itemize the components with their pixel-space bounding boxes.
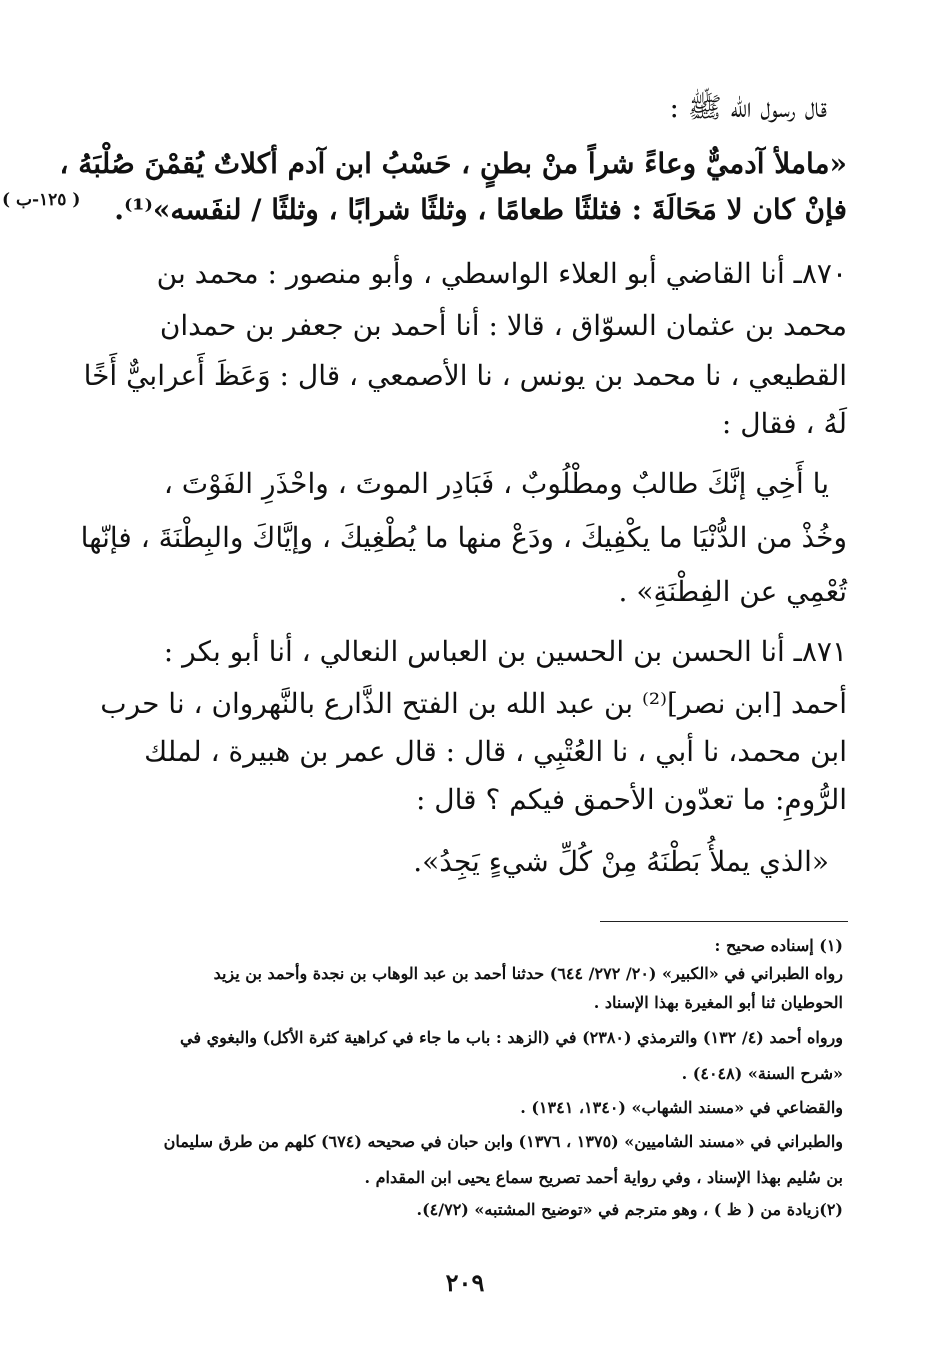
footnote-divider	[600, 921, 848, 922]
main-line-2: «ماملأ آدميٌّ وعاءً شراً منْ بطنٍ ، حَسْبُ ابن آدم أكلاتٌ يُقمْنَ صُلْبَهُ ،	[59, 147, 847, 180]
main-line-11: ٨٧١ـ أنا الحسن بن الحسين بن العباس النعالي ، أنا أبو بكر :	[163, 635, 847, 668]
footnote-line-8: بن سُليم بهذا الإسناد ، وفي رواية أحمد تصريح سماع يحيى ابن المقدام .	[364, 1168, 843, 1187]
main-line-4: ٨٧٠ـ أنا القاضي أبو العلاء الواسطي ، وأبو منصور : محمد بن	[156, 257, 847, 290]
footnote-line-9: (٢)زيادة من ( ظ ) ، وهو مترجم في «توضيح المشتبه» (٤/٧٢).	[416, 1200, 843, 1219]
page-number: ٢٠٩	[445, 1268, 485, 1297]
main-line-8: يا أَخِي إنَّكَ طالبٌ ومطْلُوبٌ ، فَبَادِر الموتَ ، واحْذَرِ الفَوْتَ ،	[163, 467, 829, 500]
footnote-line-3: الحوطيان ثنا أبو المغيرة بهذا الإسناد .	[593, 993, 843, 1012]
footnote-line-1: (١) إسناده صحيح :	[714, 936, 843, 955]
footnote-line-7: والطبراني في «مسند الشاميين» (١٣٧٥ ، ١٣٧٦) وابن حبان في صحيحه (٦٧٤) كلهم من طرق سليمان	[163, 1132, 843, 1151]
main-line-12: أحمد [ابن نصر]⁽²⁾ بن عبد الله بن الفتح الذَّارع بالنَّهروان ، نا حرب	[100, 687, 847, 720]
footnote-line-2: رواه الطبراني في «الكبير» (٢٠/ ٢٧٢/ ٦٤٤) حدثنا أحمد بن عبد الوهاب بن نجدة وأحمد بن يزيد	[213, 964, 843, 983]
margin-folio-reference: ( ١٢٥-ب )	[2, 190, 81, 210]
main-line-10: تُعْمِي عن الفِطْنَةِ» .	[618, 575, 847, 608]
footnote-line-6: والقضاعي في «مسند الشهاب» (١٣٤٠، ١٣٤١) .	[520, 1098, 843, 1117]
main-line-7: لَهُ ، فقال :	[721, 407, 847, 440]
main-line-6: القطيعي ، نا محمد بن يونس ، نا الأصمعي ، قال : وَعَظَ أَعرابيٌّ أَخًا	[83, 359, 847, 392]
footnote-line-5: «شرح السنة» (٤٠٤٨) .	[681, 1064, 843, 1083]
main-line-1: قال رسول الله ﷺ :	[669, 91, 827, 124]
main-line-9: وخُذْ من الدُّنْيَا ما يكْفِيكَ ، ودَعْ منها ما يُطْغِيكَ ، وإيَّاكَ والبِطْنَةَ ، فإنّها	[80, 521, 847, 554]
main-line-13: ابن محمد، نا أبي ، نا العُتْبِي ، قال : قال عمر بن هبيرة ، لملك	[144, 735, 847, 768]
main-line-14: الرُّومِ: ما تعدّون الأحمق فيكم ؟ قال :	[415, 783, 847, 816]
footnote-line-4: ورواه أحمد (٤/ ١٣٢) والترمذي (٢٣٨٠) في (الزهد : باب ما جاء في كراهية كثرة الأكل) والبغوي في	[180, 1028, 843, 1047]
main-line-3: فإنْ كان لا مَحَالَةَ : فثلثًا طعامًا ، وثلثًا شرابًا ، وثلثًا / لنفَسه»⁽¹⁾.	[114, 193, 847, 226]
main-line-5: محمد بن عثمان السوّاق ، قالا : أنا أحمد بن جعفر بن حمدان	[159, 309, 847, 342]
main-line-15: «الذي يملأُ بَطْنَهُ مِنْ كُلِّ شيءٍ يَجِدُ».	[413, 845, 829, 878]
